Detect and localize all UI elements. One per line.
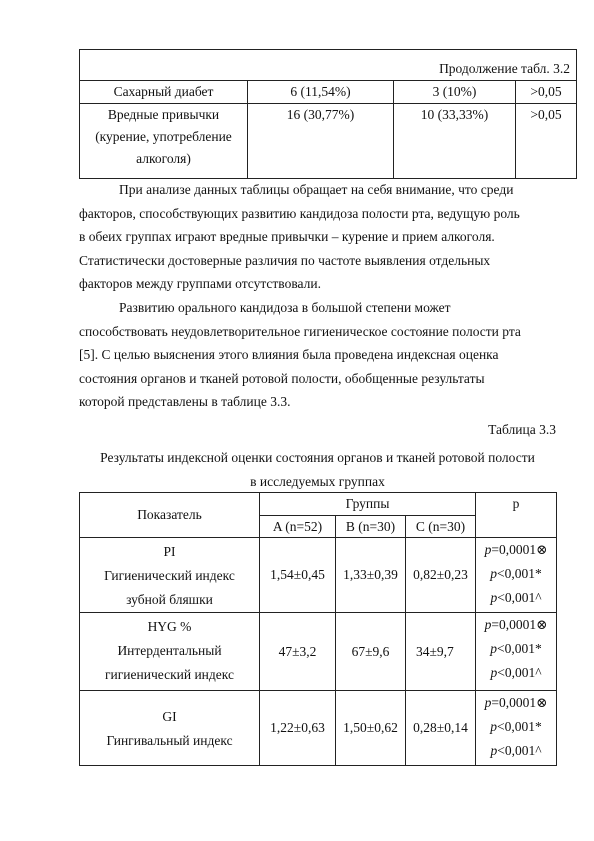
value-a: 47±3,2 (260, 613, 336, 691)
value-a: 1,22±0,63 (260, 691, 336, 766)
p-value: p<0,001* (490, 566, 542, 581)
value-c: 0,82±0,23 (406, 538, 476, 613)
p-cell: >0,05 (516, 81, 577, 104)
table-row (80, 691, 557, 766)
factor-cell: Сахарный диабет (80, 81, 248, 104)
value-a: 1,54±0,45 (260, 538, 336, 613)
p-value: p<0,001^ (490, 743, 542, 758)
group-a-cell: 6 (11,54%) (248, 81, 394, 104)
p-value: p=0,0001⊗ (484, 695, 548, 710)
text-line: способствовать неудовлетворительное гигиеническое состояние полости рта (79, 323, 521, 339)
factor-line: Вредные привычки (107, 107, 220, 122)
p-cell: >0,05 (516, 104, 577, 179)
table-row (80, 81, 577, 104)
continuation-table (79, 49, 577, 179)
table-title (79, 446, 556, 493)
text-line: факторов, способствующих развитию кандидоза полости рта, ведущую роль (79, 205, 520, 221)
text-line: состояния органов и тканей ротовой полости, обобщенные результаты (79, 370, 485, 386)
title-line: в исследуемых группах (250, 473, 385, 489)
group-b-cell: 3 (10%) (394, 81, 516, 104)
p-values-cell (476, 691, 557, 766)
text-line: в обеих группах играют вредные привычки – курение и прием алкоголя. (79, 229, 495, 244)
indicator-cell (80, 691, 260, 766)
header-group-c: C (n=30) (406, 516, 476, 538)
indicator-code: HYG % (147, 619, 192, 634)
indicator-name-line: зубной бляшки (126, 592, 213, 607)
factor-cell (80, 104, 248, 179)
indicator-name-line: Интердентальный (117, 643, 222, 658)
table-row (80, 613, 557, 691)
value-b: 1,33±0,39 (336, 538, 406, 613)
paragraph-1 (79, 178, 559, 296)
p-values-cell (476, 538, 557, 613)
indicator-code: GI (162, 709, 177, 724)
p-value: p<0,001* (490, 641, 542, 656)
p-values-cell (476, 613, 557, 691)
indicator-cell (80, 613, 260, 691)
header-group-b: B (n=30) (336, 516, 406, 538)
value-b: 1,50±0,62 (336, 691, 406, 766)
indicator-name-line: Гингивальный индекс (106, 733, 233, 748)
value-c: 0,28±0,14 (406, 691, 476, 766)
title-line: Результаты индексной оценки состояния органов и тканей ротовой полости (100, 450, 535, 465)
p-value: p<0,001^ (490, 590, 542, 605)
p-value: p<0,001* (490, 719, 542, 734)
value-c: 34±9,7 (406, 613, 476, 691)
text-line: факторов между группами отсутствовали. (79, 276, 321, 291)
p-value: p=0,0001⊗ (484, 542, 548, 557)
text-line: Развитию орального кандидоза в большой степени может (119, 300, 451, 315)
table-row (80, 538, 557, 613)
table-label: Таблица 3.3 (488, 422, 556, 437)
group-a-cell: 16 (30,77%) (248, 104, 394, 179)
text-line: [5]. С целью выяснения этого влияния была проведена индексная оценка (79, 347, 499, 362)
group-b-cell: 10 (33,33%) (394, 104, 516, 179)
p-value: p=0,0001⊗ (484, 617, 548, 632)
header-group-a: A (n=52) (260, 516, 336, 538)
indicator-name-line: гигиенический индекс (105, 667, 234, 682)
value-b: 67±9,6 (336, 613, 406, 691)
p-value: p<0,001^ (490, 665, 542, 680)
header-groups: Группы (260, 493, 476, 516)
text-line: При анализе данных таблицы обращает на себя внимание, что среди (119, 182, 514, 197)
paragraph-2 (79, 296, 559, 414)
indicator-name-line: Гигиенический индекс (104, 568, 235, 583)
text-line: Статистически достоверные различия по частоте выявления отдельных (79, 252, 491, 268)
factor-line: алкоголя) (136, 151, 191, 166)
table-row (80, 104, 577, 179)
results-table (79, 492, 557, 766)
header-p: р (476, 493, 557, 538)
continuation-header: Продолжение табл. 3.2 (80, 50, 577, 81)
text-line: которой представлены в таблице 3.3. (79, 394, 291, 409)
header-indicator: Показатель (80, 493, 260, 538)
factor-line: (курение, употребление (95, 129, 232, 144)
indicator-cell (80, 538, 260, 613)
indicator-code: PI (163, 544, 176, 559)
